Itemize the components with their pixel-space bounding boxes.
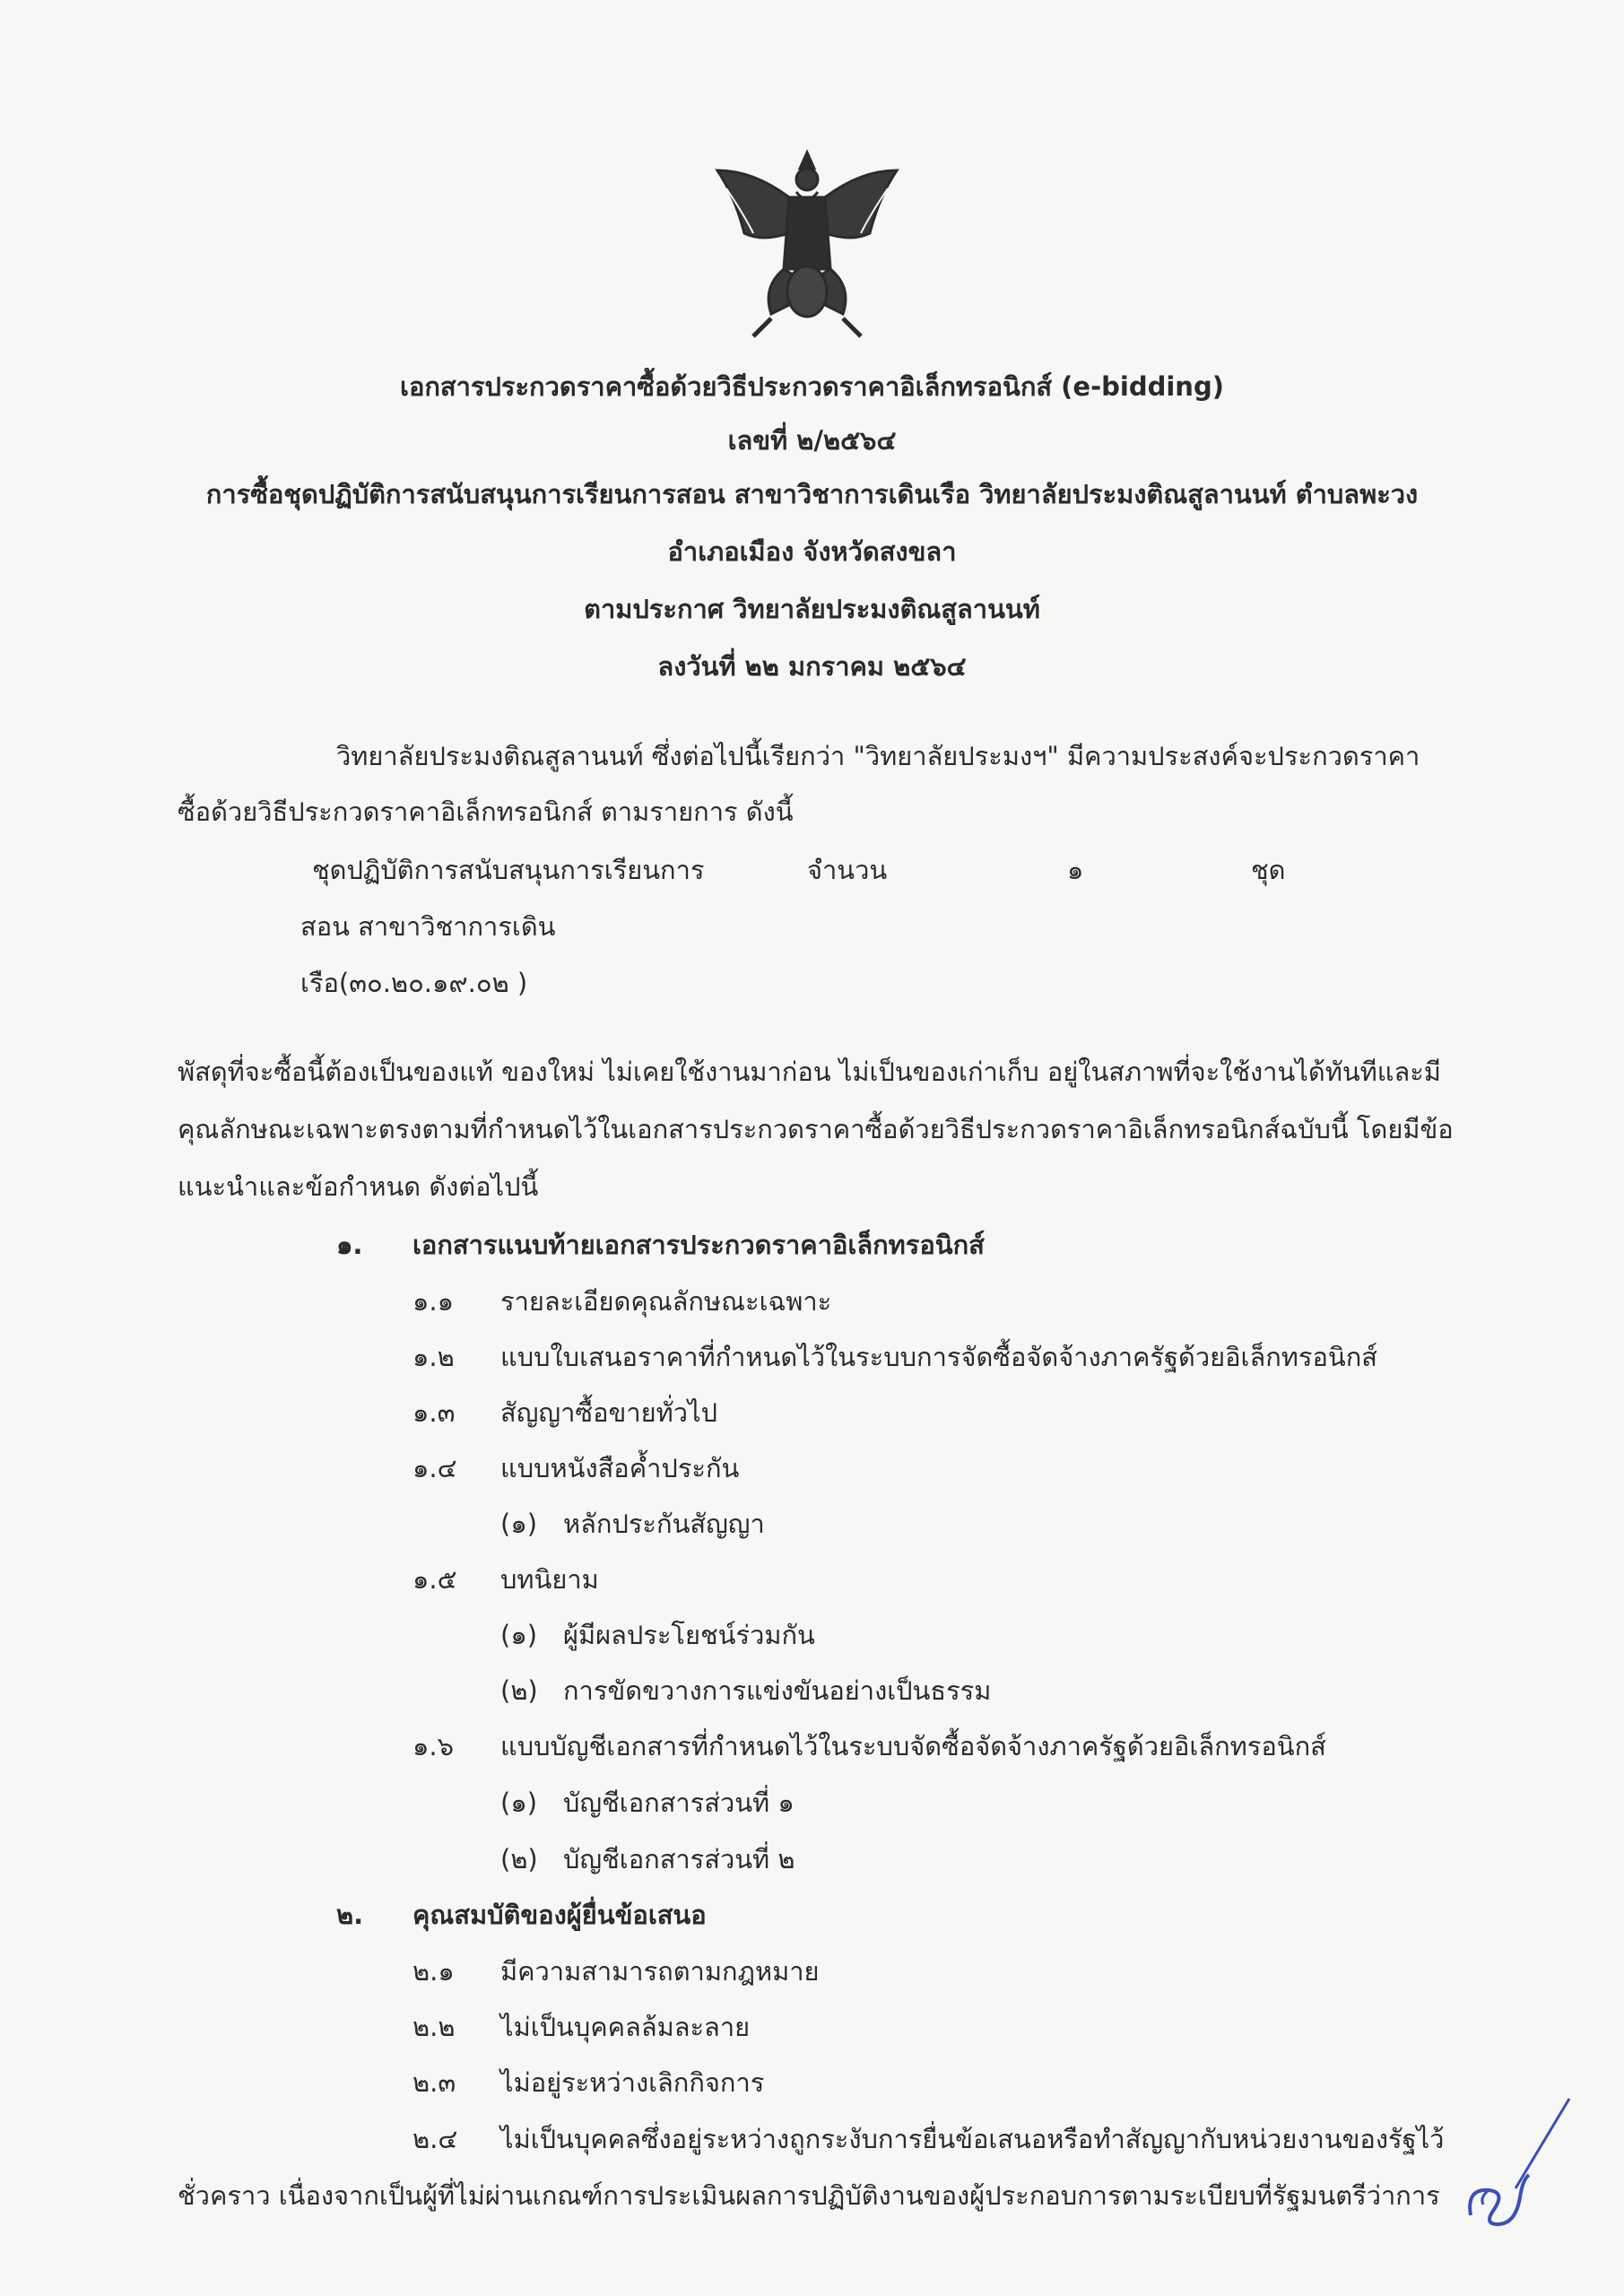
- section-item-text: มีความสามารถตามกฎหมาย: [500, 1956, 820, 1987]
- subject-line-2: อำเภอเมือง จังหวัดสงขลา: [667, 536, 957, 567]
- section-item-text: แบบหนังสือค้ำประกัน: [500, 1453, 740, 1483]
- sub-item-text: บัญชีเอกสารส่วนที่ ๑: [563, 1787, 795, 1818]
- sub-item-text: บัญชีเอกสารส่วนที่ ๒: [563, 1844, 795, 1874]
- sub-item-number: (๒): [500, 1844, 538, 1874]
- garuda-emblem-icon: [699, 135, 915, 350]
- section-1-number: ๑.: [336, 1230, 363, 1260]
- section-item-number: ๑.๔: [413, 1453, 457, 1483]
- section-item-number: ๒.๔: [413, 2124, 458, 2154]
- section-item-text: บทนิยาม: [500, 1564, 599, 1595]
- signature-icon: [1444, 2090, 1578, 2242]
- section-item-number: ๒.๓: [413, 2067, 456, 2098]
- item-name-line-3: เรือ(๓๐.๒๐.๑๙.๐๒ ): [300, 968, 528, 998]
- section-2-number: ๒.: [336, 1900, 364, 1930]
- conditions-line-3: แนะนำและข้อกำหนด ดังต่อไปนี้: [178, 1171, 539, 1202]
- section-2-title: คุณสมบัติของผู้ยื่นข้อเสนอ: [413, 1900, 707, 1930]
- item-unit: ชุด: [1251, 855, 1286, 885]
- section-item-text: ไม่เป็นบุคคลล้มละลาย: [500, 2012, 751, 2042]
- section-item-text: แบบใบเสนอราคาที่กำหนดไว้ในระบบการจัดซื้อจัดจ้างภาครัฐด้วยอิเล็กทรอนิกส์: [500, 1342, 1377, 1372]
- announcement-line: ตามประกาศ วิทยาลัยประมงติณสูลานนท์: [584, 594, 1040, 624]
- section-item-number: ๑.๖: [413, 1731, 455, 1761]
- document-number: เลขที่ ๒/๒๕๖๔: [727, 425, 897, 456]
- item-name-line-2: สอน สาขาวิชาการเดิน: [300, 911, 556, 942]
- section-2-continuation: ชั่วคราว เนื่องจากเป็นผู้ที่ไม่ผ่านเกณฑ์การประเมินผลการปฏิบัติงานของผู้ประกอบการตามระเบียบที่รัฐมนตรีว่าการ: [178, 2180, 1440, 2211]
- item-name-line-1: ชุดปฏิบัติการสนับสนุนการเรียนการ: [312, 855, 705, 885]
- sub-item-text: หลักประกันสัญญา: [563, 1509, 765, 1539]
- sub-item-number: (๒): [500, 1675, 538, 1706]
- section-item-number: ๑.๓: [413, 1397, 456, 1428]
- sub-item-text: ผู้มีผลประโยชน์ร่วมกัน: [563, 1620, 815, 1650]
- sub-item-number: (๑): [500, 1787, 538, 1818]
- section-item-text: ไม่อยู่ระหว่างเลิกกิจการ: [500, 2067, 765, 2098]
- section-item-number: ๑.๒: [413, 1342, 455, 1372]
- section-item-number: ๑.๑: [413, 1286, 455, 1317]
- section-item-number: ๒.๒: [413, 2012, 456, 2042]
- intro-line-2: ซื้อด้วยวิธีประกวดราคาอิเล็กทรอนิกส์ ตามรายการ ดังนี้: [178, 796, 794, 827]
- sub-item-text: การขัดขวางการแข่งขันอย่างเป็นธรรม: [563, 1675, 992, 1706]
- section-item-text: ไม่เป็นบุคคลซึ่งอยู่ระหว่างถูกระงับการยื่นข้อเสนอหรือทำสัญญากับหน่วยงานของรัฐไว้: [500, 2124, 1445, 2154]
- section-item-text: สัญญาซื้อขายทั่วไป: [500, 1397, 717, 1428]
- sub-item-number: (๑): [500, 1620, 538, 1650]
- document-title: เอกสารประกวดราคาซื้อด้วยวิธีประกวดราคาอิเล็กทรอนิกส์ (e-bidding): [400, 371, 1224, 402]
- section-item-number: ๒.๑: [413, 1956, 455, 1987]
- subject-line-1: การซื้อชุดปฏิบัติการสนับสนุนการเรียนการสอน สาขาวิชาการเดินเรือ วิทยาลัยประมงติณสูลานนท์ ตำบลพะวง: [205, 479, 1419, 509]
- item-qty-label: จำนวน: [807, 855, 888, 885]
- section-item-text: แบบบัญชีเอกสารที่กำหนดไว้ในระบบจัดซื้อจัดจ้างภาครัฐด้วยอิเล็กทรอนิกส์: [500, 1731, 1326, 1761]
- announcement-date: ลงวันที่ ๒๒ มกราคม ๒๕๖๔: [657, 651, 967, 682]
- conditions-line-2: คุณลักษณะเฉพาะตรงตามที่กำหนดไว้ในเอกสารประกวดราคาซื้อด้วยวิธีประกวดราคาอิเล็กทรอนิกส์ฉบับนี้ โดยมีข้อ: [178, 1114, 1454, 1144]
- intro-line-1: วิทยาลัยประมงติณสูลานนท์ ซึ่งต่อไปนี้เรียกว่า "วิทยาลัยประมงฯ" มีความประสงค์จะประกวดราคา: [336, 741, 1420, 771]
- section-item-number: ๑.๕: [413, 1564, 457, 1595]
- sub-item-number: (๑): [500, 1509, 538, 1539]
- conditions-line-1: พัสดุที่จะซื้อนี้ต้องเป็นของแท้ ของใหม่ ไม่เคยใช้งานมาก่อน ไม่เป็นของเก่าเก็บ อยู่ในสภาพที่จะใช้งานได้ทันทีและมี: [178, 1057, 1441, 1087]
- item-qty: ๑: [1067, 855, 1084, 885]
- section-item-text: รายละเอียดคุณลักษณะเฉพาะ: [500, 1286, 832, 1317]
- section-1-title: เอกสารแนบท้ายเอกสารประกวดราคาอิเล็กทรอนิกส์: [413, 1230, 985, 1260]
